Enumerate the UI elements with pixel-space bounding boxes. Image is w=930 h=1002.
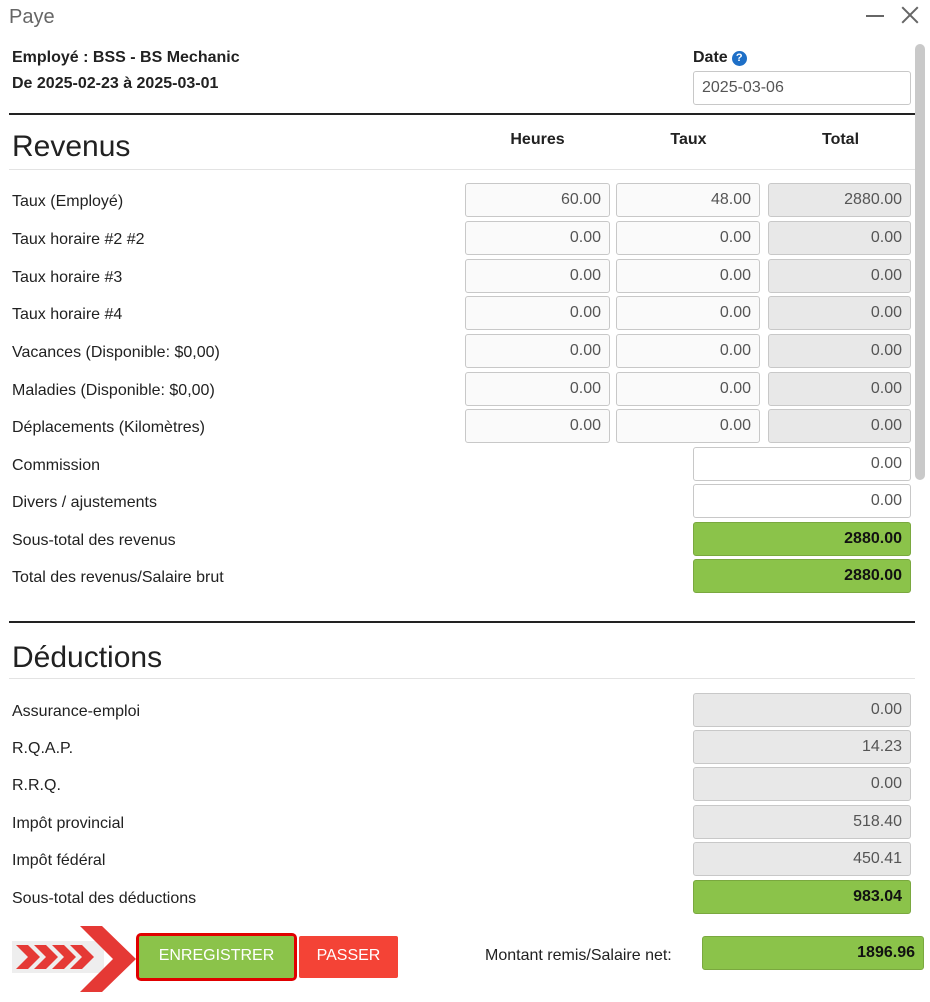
row-label: Taux (Employé) (12, 193, 124, 210)
net-pay-label: Montant remis/Salaire net: (485, 947, 672, 964)
row-label: Assurance-emploi (12, 703, 141, 720)
deduction-value: 518.40 (693, 805, 911, 839)
rate-input[interactable]: 0.00 (616, 372, 760, 406)
deduction-subtotal-value: 983.04 (693, 880, 911, 914)
gross-value: 2880.00 (693, 559, 911, 593)
hours-input[interactable]: 0.00 (465, 259, 610, 293)
divider (9, 621, 915, 623)
row-label: Déplacements (Kilomètres) (12, 419, 205, 436)
deduction-value: 0.00 (693, 693, 911, 727)
row-label: Taux horaire #4 (12, 306, 123, 323)
row-label: Taux horaire #3 (12, 269, 123, 286)
net-pay-value: 1896.96 (702, 936, 924, 970)
row-label: R.R.Q. (12, 777, 61, 794)
row-label: R.Q.A.P. (12, 740, 74, 757)
hours-input[interactable]: 0.00 (465, 296, 610, 330)
hours-input[interactable]: 0.00 (465, 372, 610, 406)
window-title: Paye (9, 6, 55, 28)
deduction-value: 14.23 (693, 730, 911, 764)
close-icon[interactable] (899, 4, 921, 26)
rate-input[interactable]: 0.00 (616, 221, 760, 255)
rate-input[interactable]: 0.00 (616, 296, 760, 330)
section-title-deductions: Déductions (12, 641, 163, 674)
save-button[interactable]: ENREGISTRER (139, 936, 294, 978)
date-label-text: Date (693, 49, 728, 66)
total-field: 0.00 (768, 409, 911, 443)
total-field: 0.00 (768, 334, 911, 368)
rate-input[interactable]: 0.00 (616, 409, 760, 443)
help-icon[interactable]: ? (732, 51, 747, 66)
hours-input[interactable]: 0.00 (465, 334, 610, 368)
minimize-icon[interactable] (866, 15, 884, 17)
total-field: 0.00 (768, 221, 911, 255)
divers-input[interactable]: 0.00 (693, 484, 911, 518)
revenue-subtotal-value: 2880.00 (693, 522, 911, 556)
total-field: 0.00 (768, 372, 911, 406)
col-header-total: Total (821, 131, 860, 148)
date-input[interactable]: 2025-03-06 (693, 71, 911, 105)
rate-input[interactable]: 48.00 (616, 183, 760, 217)
rate-input[interactable]: 0.00 (616, 334, 760, 368)
scrollbar[interactable] (915, 44, 925, 480)
row-label: Impôt fédéral (12, 852, 106, 869)
total-field: 0.00 (768, 259, 911, 293)
total-field: 2880.00 (768, 183, 911, 217)
deduction-value: 450.41 (693, 842, 911, 876)
row-label: Maladies (Disponible: $0,00) (12, 382, 215, 399)
gross-label: Total des revenus/Salaire brut (12, 569, 224, 586)
commission-input[interactable]: 0.00 (693, 447, 911, 481)
row-label: Vacances (Disponible: $0,00) (12, 344, 220, 361)
rate-input[interactable]: 0.00 (616, 259, 760, 293)
divers-label: Divers / ajustements (12, 494, 157, 511)
hours-input[interactable]: 60.00 (465, 183, 610, 217)
divider-light (9, 678, 915, 679)
date-label (693, 49, 747, 67)
divider-light (9, 169, 915, 170)
col-header-hours: Heures (510, 131, 565, 148)
deduction-value: 0.00 (693, 767, 911, 801)
window-titlebar (0, 0, 930, 36)
period-label: De 2025-02-23 à 2025-03-01 (12, 75, 219, 92)
divider (9, 113, 915, 115)
section-title-revenus: Revenus (12, 130, 131, 163)
skip-button[interactable]: PASSER (299, 936, 398, 978)
commission-label: Commission (12, 457, 101, 474)
deduction-subtotal-label: Sous-total des déductions (12, 890, 197, 907)
col-header-rate: Taux (670, 131, 707, 148)
hours-input[interactable]: 0.00 (465, 221, 610, 255)
row-label: Impôt provincial (12, 815, 125, 832)
employee-label: Employé : BSS - BS Mechanic (12, 49, 240, 66)
hours-input[interactable]: 0.00 (465, 409, 610, 443)
pointer-arrow-icon (12, 924, 138, 994)
total-field: 0.00 (768, 296, 911, 330)
row-label: Taux horaire #2 #2 (12, 231, 145, 248)
revenue-subtotal-label: Sous-total des revenus (12, 532, 176, 549)
